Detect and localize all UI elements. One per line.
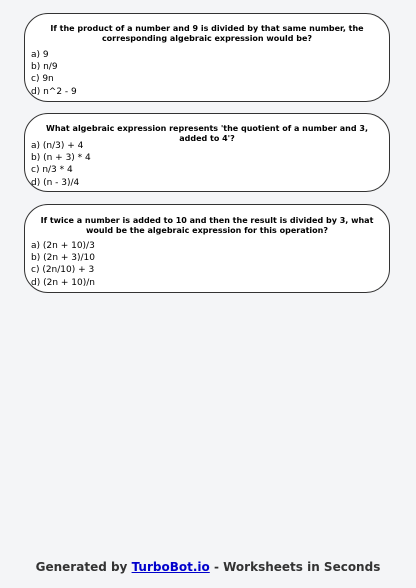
option-b: b) n/9	[31, 62, 58, 73]
question-text: What algebraic expression represents 'the quotient of a number and 3, added to 4'?	[46, 124, 368, 143]
option-b: b) (2n + 3)/10	[31, 253, 96, 264]
option-c: c) 9n	[31, 74, 54, 85]
question-card-3	[24, 204, 390, 293]
option-a: a) (n/3) + 4	[31, 141, 84, 151]
footer-prefix: Generated by	[35, 560, 132, 574]
option-a: a) (2n + 10)/3	[31, 241, 95, 251]
question-card-2	[24, 113, 390, 192]
option-c: c) (2n/10) + 3	[31, 265, 95, 276]
options-list	[31, 240, 95, 289]
question-text: If the product of a number and 9 is divided by that same number, the corresponding algebraic expression would be?	[50, 24, 364, 43]
option-c: c) n/3 * 4	[31, 165, 73, 176]
option-d: d) (n - 3)/4	[31, 177, 80, 188]
option-a: a) 9	[31, 50, 49, 60]
options-list	[31, 140, 91, 189]
turbobot-link[interactable]: TurboBot.io	[131, 560, 210, 574]
footer	[0, 560, 416, 574]
question-card-1	[24, 13, 390, 102]
options-list	[31, 49, 77, 98]
question-text: If twice a number is added to 10 and then the result is divided by 3, what would be the algebraic expression for this operation?	[40, 216, 374, 235]
option-d: d) n^2 - 9	[31, 86, 77, 97]
option-d: d) (2n + 10)/n	[31, 277, 95, 288]
option-b: b) (n + 3) * 4	[31, 153, 91, 164]
footer-suffix: - Worksheets in Seconds	[209, 560, 381, 574]
